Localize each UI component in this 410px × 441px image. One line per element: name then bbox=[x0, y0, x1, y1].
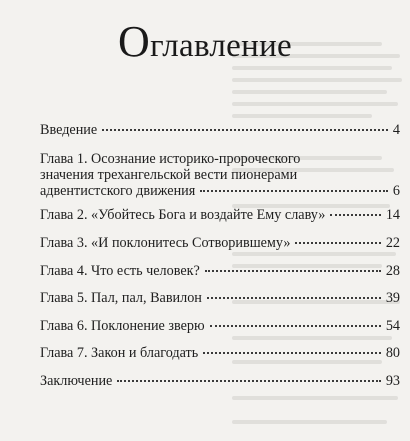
toc-entry-title-line: значения трехангельской вести пионерами bbox=[40, 167, 298, 183]
toc-entry-page: 6 bbox=[392, 183, 400, 199]
toc-entry-chapter-1 bbox=[40, 151, 400, 199]
toc-entry-title: Глава 3. «И поклонитесь Сотворившему» bbox=[40, 235, 291, 251]
toc-entry-page: 22 bbox=[385, 235, 400, 251]
table-of-contents bbox=[40, 0, 406, 441]
dot-leader bbox=[117, 380, 380, 382]
toc-entry-page: 93 bbox=[385, 373, 400, 389]
toc-entry-page: 39 bbox=[385, 290, 400, 306]
toc-entry-title: Глава 2. «Убойтесь Бога и воздайте Ему славу» bbox=[40, 207, 326, 223]
toc-entry-title: Введение bbox=[40, 122, 98, 138]
toc-entry-title: адвентистского движения bbox=[40, 183, 196, 199]
toc-entry-title: Глава 6. Поклонение зверю bbox=[40, 318, 205, 334]
dot-leader bbox=[330, 214, 380, 216]
toc-entry-chapter-7 bbox=[40, 345, 400, 361]
toc-entry-page: 54 bbox=[385, 318, 400, 334]
toc-entry-chapter-6 bbox=[40, 318, 400, 334]
dot-leader bbox=[200, 190, 388, 192]
toc-entry-page: 14 bbox=[385, 207, 400, 223]
dot-leader bbox=[295, 242, 380, 244]
toc-entry-title: Глава 4. Что есть человек? bbox=[40, 263, 200, 279]
toc-entry-title: Глава 7. Закон и благодать bbox=[40, 345, 199, 361]
toc-entry-page: 80 bbox=[385, 345, 400, 361]
toc-entry-chapter-4 bbox=[40, 263, 400, 279]
toc-entry-conclusion bbox=[40, 373, 400, 389]
toc-entry-title-line: Глава 1. Осознание историко-пророческого bbox=[40, 151, 301, 167]
toc-entry-page: 4 bbox=[392, 122, 400, 138]
dot-leader bbox=[205, 270, 381, 272]
toc-entry-title: Заключение bbox=[40, 373, 113, 389]
title-initial-letter: О bbox=[118, 17, 151, 66]
title-rest: главление bbox=[150, 28, 292, 64]
toc-entry-introduction bbox=[40, 122, 400, 138]
toc-entry-chapter-3 bbox=[40, 235, 400, 251]
dot-leader bbox=[207, 297, 381, 299]
toc-entry-title: Глава 5. Пал, пал, Вавилон bbox=[40, 290, 202, 306]
toc-entry-chapter-5 bbox=[40, 290, 400, 306]
dot-leader bbox=[210, 325, 381, 327]
dot-leader bbox=[102, 129, 388, 131]
toc-entry-chapter-2 bbox=[40, 207, 400, 223]
dot-leader bbox=[203, 352, 381, 354]
toc-entry-page: 28 bbox=[385, 263, 400, 279]
